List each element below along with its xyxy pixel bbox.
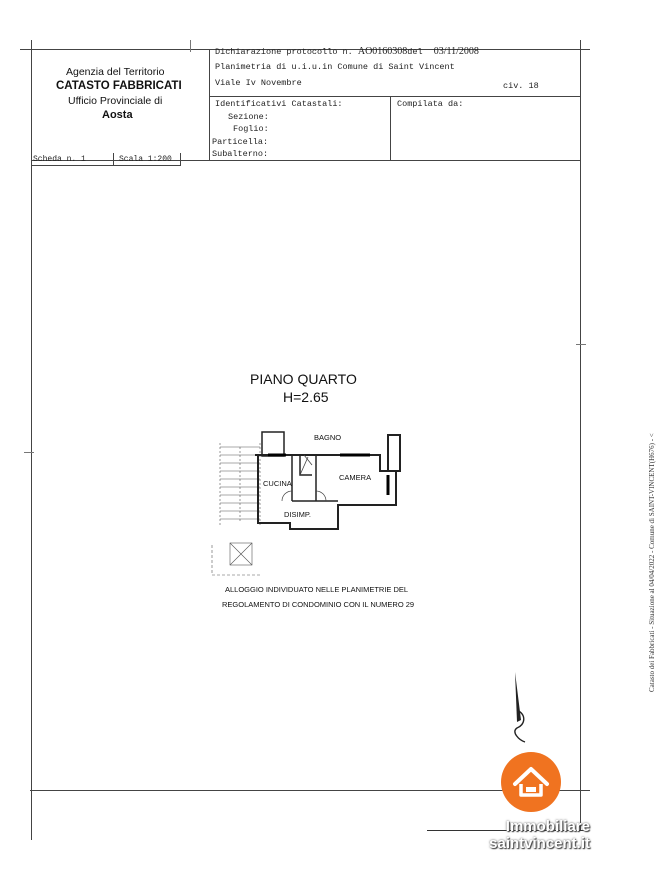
- ufficio-city: Aosta: [102, 109, 133, 121]
- plan-height: H=2.65: [283, 389, 329, 405]
- plan-title: PIANO QUARTO: [250, 371, 357, 387]
- compilata-label: Compilata da:: [397, 99, 464, 109]
- frame-right-line: [580, 40, 581, 830]
- particella-label: Particella:: [212, 137, 269, 147]
- protocol-date: 03/11/2008: [433, 46, 479, 57]
- side-stamp-text: Catasto dei Fabbricati - Situazione al 04/04/2022 - Comune di SAINT-VINCENT(H676) - <: [648, 433, 656, 692]
- watermark-line2: saintvincent.it: [489, 835, 590, 852]
- protocol-number: AO0160308: [357, 46, 408, 57]
- protocol-label: Dichiarazione protocollo n.: [215, 47, 353, 57]
- watermark-logo-icon: [501, 752, 561, 812]
- room-label-camera: CAMERA: [339, 473, 372, 482]
- watermark-line1: Immobiliare: [505, 818, 590, 835]
- identificativi-label: Identificativi Catastali:: [215, 99, 343, 109]
- header-divider-compilata: [390, 96, 391, 160]
- crop-mark-right: [576, 344, 586, 345]
- plan-note-line1: ALLOGGIO INDIVIDUATO NELLE PLANIMETRIE DEL: [225, 585, 409, 594]
- scale-ratio: Scala 1:200: [119, 155, 172, 164]
- header-divider-horizontal: [209, 96, 580, 97]
- sezione-label: Sezione:: [228, 112, 269, 122]
- ufficio-provinciale: Ufficio Provinciale di: [68, 95, 163, 107]
- plan-note-line2: REGOLAMENTO DI CONDOMINIO CON IL NUMERO 29: [222, 600, 415, 609]
- protocol-del: del: [407, 47, 423, 57]
- agency-name: Agenzia del Territorio: [66, 66, 165, 78]
- north-arrow-icon: [505, 670, 535, 750]
- scheda-divider: [113, 153, 114, 165]
- protocol-line: [215, 46, 479, 57]
- header-divider-vertical: [209, 49, 210, 160]
- catasto-fabbricati-title: CATASTO FABBRICATI: [56, 80, 182, 92]
- side-stamp: [648, 433, 662, 692]
- floor-plan-drawing: [200, 425, 420, 585]
- address: Viale Iv Novembre: [215, 78, 302, 88]
- civico: civ. 18: [503, 81, 539, 91]
- watermark-text: [460, 818, 590, 852]
- foglio-label: Foglio:: [233, 124, 269, 134]
- planimetria-line: Planimetria di u.i.u.in Comune di Saint Vincent: [215, 62, 455, 72]
- scheda-number: Scheda n. 1: [33, 155, 86, 164]
- house-icon: [501, 752, 561, 812]
- room-label-disimp: DISIMP.: [284, 510, 311, 519]
- subalterno-label: Subalterno:: [212, 149, 269, 159]
- crop-mark-left: [24, 452, 34, 453]
- room-label-bagno: BAGNO: [314, 433, 342, 442]
- room-label-cucina: CUCINA: [263, 479, 292, 488]
